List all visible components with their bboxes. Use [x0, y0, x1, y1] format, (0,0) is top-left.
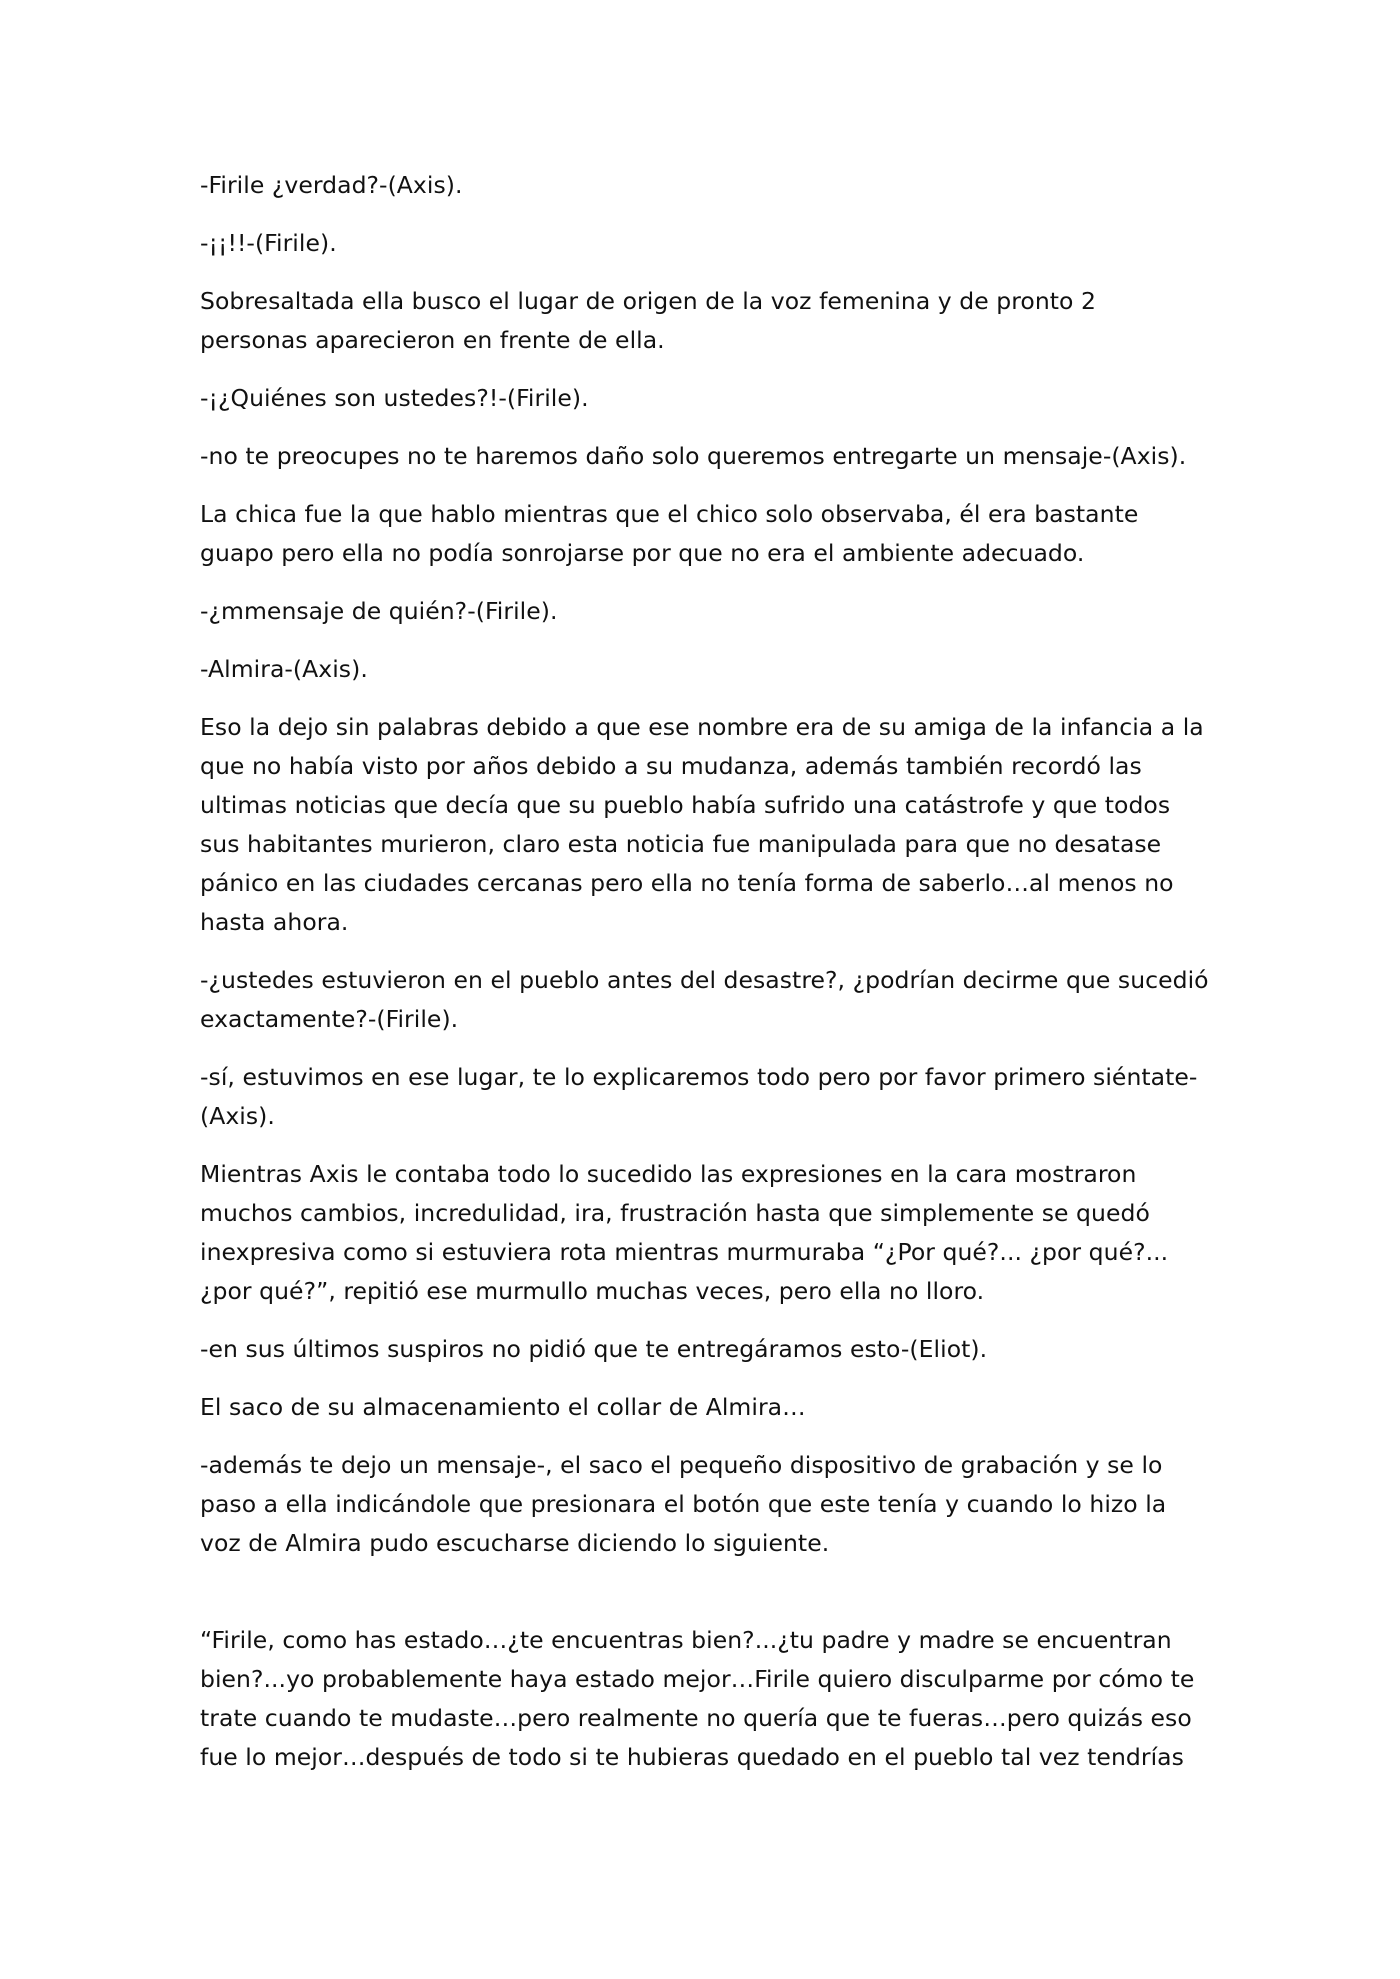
dialogue-line: -¿ustedes estuvieron en el pueblo antes del desastre?, ¿podrían decirme que sucedió exactamente?-(Firile). [200, 966, 1209, 1033]
quoted-message: “Firile, como has estado…¿te encuentras bien?...¿tu padre y madre se encuentran bien?...yo probablemente haya estado mejor…Firile quiero disculparme por cómo te trate cuando te mudaste…pero realmente no quería que te fueras…pero quizás eso fue lo mejor…después de todo si te hubieras quedado en el pueblo tal vez tendrías [200, 1626, 1195, 1771]
narrative-paragraph: El saco de su almacenamiento el collar de Almira… [200, 1393, 806, 1421]
dialogue-line: -¡¿Quiénes son ustedes?!-(Firile). [200, 384, 589, 412]
dialogue-line: -Almira-(Axis). [200, 655, 368, 683]
narrative-paragraph: Sobresaltada ella busco el lugar de origen de la voz femenina y de pronto 2 personas aparecieron en frente de ella. [200, 287, 1097, 354]
dialogue-line: -en sus últimos suspiros no pidió que te entregáramos esto-(Eliot). [200, 1335, 988, 1363]
dialogue-line: -¡¡!!-(Firile). [200, 229, 337, 257]
document-body [200, 166, 1210, 1796]
dialogue-line: -¿mmensaje de quién?-(Firile). [200, 597, 558, 625]
narrative-paragraph: Mientras Axis le contaba todo lo sucedido las expresiones en la cara mostraron muchos cambios, incredulidad, ira, frustración hasta que simplemente se quedó inexpresiva como si estuviera rota mientras murmuraba “¿Por qué?... ¿por qué?... ¿por qué?”, repitió ese murmullo muchas veces, pero ella no lloro. [200, 1160, 1169, 1305]
dialogue-line: -Firile ¿verdad?-(Axis). [200, 171, 463, 199]
narrative-paragraph: Eso la dejo sin palabras debido a que ese nombre era de su amiga de la infancia a la que no había visto por años debido a su mudanza, además también recordó las ultimas noticias que decía que su pueblo había sufrido una catástrofe y que todos sus habitantes murieron, claro esta noticia fue manipulada para que no desatase pánico en las ciudades cercanas pero ella no tenía forma de saberlo…al menos no hasta ahora. [200, 713, 1204, 936]
dialogue-line: -además te dejo un mensaje-, el saco el pequeño dispositivo de grabación y se lo paso a ella indicándole que presionara el botón que este tenía y cuando lo hizo la voz de Almira pudo escucharse diciendo lo siguiente. [200, 1451, 1167, 1557]
dialogue-line: -sí, estuvimos en ese lugar, te lo explicaremos todo pero por favor primero siéntate-(Axis). [200, 1063, 1198, 1130]
dialogue-line: -no te preocupes no te haremos daño solo queremos entregarte un mensaje-(Axis). [200, 442, 1187, 470]
narrative-paragraph: La chica fue la que hablo mientras que el chico solo observaba, él era bastante guapo pero ella no podía sonrojarse por que no era el ambiente adecuado. [200, 500, 1139, 567]
